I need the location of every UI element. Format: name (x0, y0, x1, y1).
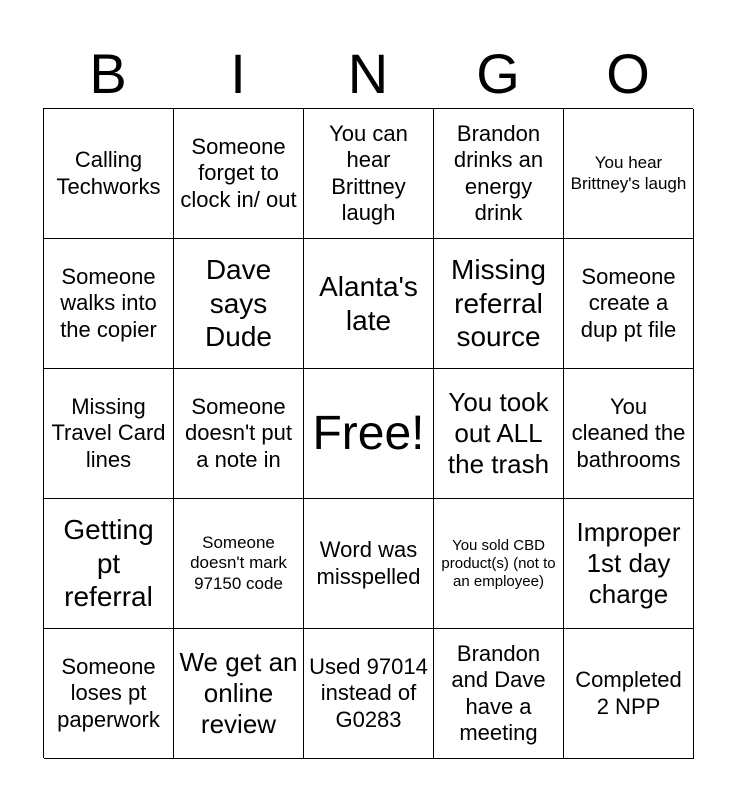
cell-text: Brandon drinks an energy drink (453, 120, 544, 225)
bingo-cell-r5-c5[interactable] (564, 629, 694, 759)
cell-text: Word was misspelled (316, 537, 421, 589)
bingo-cell-r5-c4[interactable] (434, 629, 564, 759)
bingo-cell-r2-c2[interactable] (174, 239, 304, 369)
cell-text: Missing Travel Card lines (51, 393, 166, 472)
cell-text: Completed 2 NPP (575, 667, 682, 719)
cell-text: Someone forget to clock in/ out (180, 133, 297, 212)
cell-text: Alanta's late (319, 270, 418, 336)
cell-text: Someone walks into the copier (60, 263, 157, 342)
cell-text: Someone doesn't mark 97150 code (190, 532, 287, 593)
cell-text: You took out ALL the trash (447, 386, 550, 480)
bingo-cell-r2-c4[interactable] (434, 239, 564, 369)
bingo-cell-r4-c1[interactable] (44, 499, 174, 629)
free-space-label: Free! (312, 406, 425, 460)
cell-text: Someone create a dup pt file (580, 263, 677, 342)
bingo-cell-r4-c5[interactable] (564, 499, 694, 629)
bingo-cell-r5-c2[interactable] (174, 629, 304, 759)
cell-text: You hear Brittney's laugh (570, 153, 687, 193)
bingo-cell-r5-c3[interactable] (304, 629, 434, 759)
header-letter-n: N (347, 42, 389, 105)
bingo-cell-r5-c1[interactable] (44, 629, 174, 759)
bingo-cell-r2-c3[interactable] (304, 239, 434, 369)
cell-text: Someone doesn't put a note in (185, 393, 292, 472)
bingo-cell-r3-c5[interactable] (564, 369, 694, 499)
cell-text: Getting pt referral (63, 514, 154, 613)
header-letter-b: B (89, 42, 127, 105)
bingo-cell-r1-c4[interactable] (434, 109, 564, 239)
bingo-cell-r2-c1[interactable] (44, 239, 174, 369)
bingo-cell-r4-c4[interactable] (434, 499, 564, 629)
cell-text: You can hear Brittney laugh (329, 120, 408, 225)
cell-text: You cleaned the bathrooms (571, 393, 686, 472)
bingo-header (43, 40, 693, 108)
cell-text: You sold CBD product(s) (not to an employee) (441, 536, 556, 590)
bingo-cell-r1-c5[interactable] (564, 109, 694, 239)
bingo-cell-r1-c2[interactable] (174, 109, 304, 239)
bingo-cell-r4-c3[interactable] (304, 499, 434, 629)
header-letter-o: O (606, 42, 650, 105)
cell-text: We get an online review (179, 646, 298, 740)
cell-text: Missing referral source (451, 254, 546, 353)
bingo-grid (43, 108, 693, 758)
bingo-cell-r1-c3[interactable] (304, 109, 434, 239)
bingo-cell-r3-c1[interactable] (44, 369, 174, 499)
cell-text: Used 97014 instead of G0283 (309, 653, 428, 732)
bingo-free-space[interactable] (304, 369, 434, 499)
cell-text: Improper 1st day charge (576, 516, 681, 610)
bingo-cell-r3-c2[interactable] (174, 369, 304, 499)
bingo-cell-r3-c4[interactable] (434, 369, 564, 499)
header-letter-g: G (476, 42, 520, 105)
bingo-cell-r2-c5[interactable] (564, 239, 694, 369)
bingo-cell-r1-c1[interactable] (44, 109, 174, 239)
header-letter-i: I (230, 42, 246, 105)
cell-text: Someone loses pt paperwork (57, 653, 160, 732)
cell-text: Brandon and Dave have a meeting (451, 640, 546, 745)
cell-text: Dave says Dude (205, 254, 272, 353)
cell-text: Calling Techworks (56, 147, 161, 199)
bingo-cell-r4-c2[interactable] (174, 499, 304, 629)
